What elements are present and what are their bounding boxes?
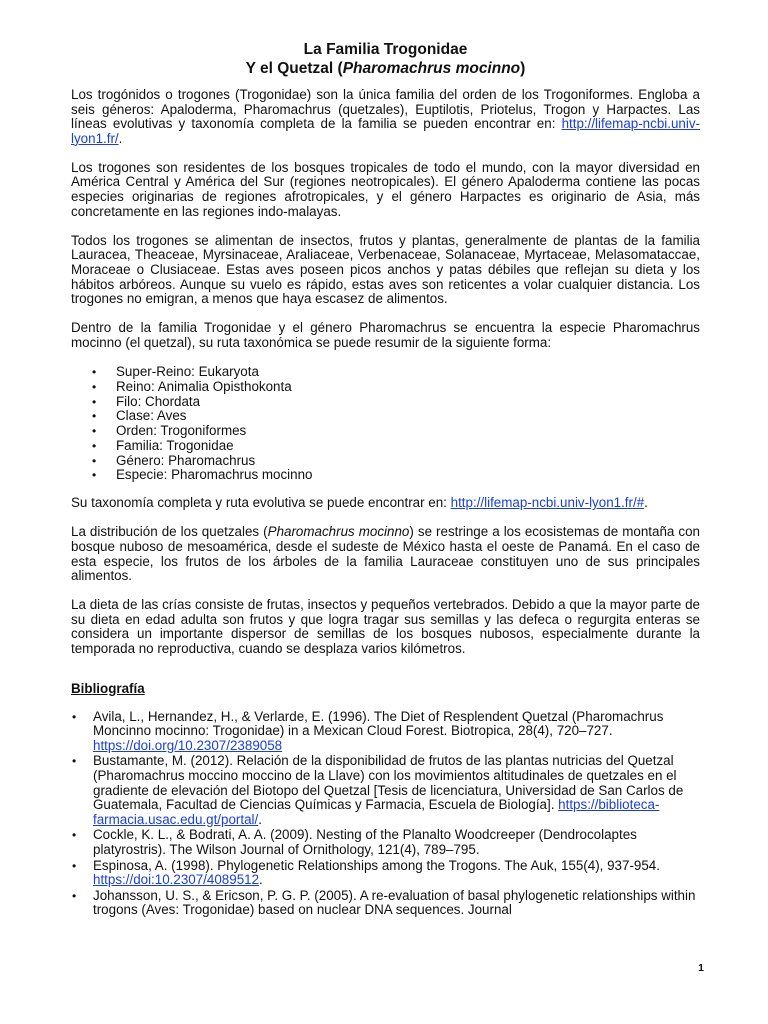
paragraph-taxonomy-intro: Dentro de la familia Trogonidae y el género Pharomachrus se encuentra la especie Pharomachrus mocinno (el quetzal), su ruta taxonómica se puede resumir de la siguiente forma:	[71, 320, 700, 350]
reference-item	[93, 710, 700, 754]
reference-doi-link[interactable]: https://doi.org/10.2307/2389058	[93, 737, 283, 753]
paragraph-taxonomy-link-end: .	[644, 495, 648, 511]
lifemap-link-1[interactable]: http://lifemap-ncbi.univ-lyon1.fr/	[71, 116, 700, 146]
reference-end: .	[259, 872, 263, 888]
title-scientific-name: Pharomachrus mocinno	[342, 60, 521, 77]
page-number: 1	[698, 962, 704, 974]
reference-text: Avila, L., Hernandez, H., & Verlarde, E. (1996). The Diet of Resplendent Quetzal (Pharomachrus Moncinno mocinno: Trogonidae) in a Mexican Cloud Forest. Biotropica, 28(4), 720–727.	[93, 708, 664, 739]
p6-scientific-name: Pharomachrus mocinno	[267, 524, 410, 540]
taxonomy-item-orden: • Orden: Trogoniformes	[116, 424, 700, 439]
reference-doi-link[interactable]: https://doi:10.2307/4089512	[93, 872, 260, 888]
paragraph-intro-text: Los trogónidos o trogones (Trogonidae) son la única familia del orden de los Trogoniformes. Engloba a seis géneros: Apaloderma, Pharomachrus (quetzales), Euptilotis, Priotelus, Trogon y Harpactes. Las líneas evolutivas y taxonomía completa de la familia se pueden encontrar en:	[71, 87, 700, 132]
reference-item	[93, 754, 700, 827]
lifemap-link-2[interactable]: http://lifemap-ncbi.univ-lyon1.fr/#	[450, 495, 645, 511]
title-line-2-prefix: Y el Quetzal (	[245, 60, 343, 77]
reference-text: Johansson, U. S., & Ericson, P. G. P. (2005). A re-evaluation of basal phylogenetic relationships within trogons (Aves: Trogonidae) based on nuclear DNA sequences. Journal	[93, 887, 696, 918]
reference-text: Espinosa, A. (1998). Phylogenetic Relationships among the Trogons. The Auk, 155(4), 937-954.	[93, 857, 660, 873]
reference-item	[93, 828, 700, 857]
reference-portal-link[interactable]: https://biblioteca-farmacia.usac.edu.gt/portal/	[93, 797, 660, 827]
paragraph-intro	[71, 88, 700, 146]
taxonomy-item-familia: • Familia: Trogonidae	[116, 439, 700, 454]
taxonomy-item-genero: • Género: Pharomachrus	[116, 454, 700, 469]
paragraph-taxonomy-link-text: Su taxonomía completa y ruta evolutiva se puede encontrar en:	[71, 495, 451, 511]
paragraph-intro-end: .	[118, 130, 123, 146]
paragraph-diet: Todos los trogones se alimentan de insectos, frutos y plantas, generalmente de plantas de la familia Lauracea, Theaceae, Myrsinaceae, Araliaceae, Verbenaceae, Solanaceae, Myrtaceae, Melasomataccae, Moraceae o Clusiaceae. Estas aves poseen picos anchos y patas débiles que reflejan su dieta y los hábitos arbóreos. Aunque su vuelo es rápido, estas aves son reticentes a volar cualquier distancia. Los trogones no emigran, a menos que haya escasez de alimentos.	[71, 232, 700, 307]
reference-item	[93, 859, 700, 888]
taxonomy-list	[71, 365, 700, 483]
p6-prefix: La distribución de los quetzales (	[71, 524, 268, 540]
taxonomy-item-clase: • Clase: Aves	[116, 409, 700, 424]
title-line-1: La Familia Trogonidae	[303, 41, 468, 58]
paragraph-taxonomy-link	[71, 496, 700, 511]
title-line-2-suffix: )	[520, 60, 526, 77]
bibliography-heading: Bibliografía	[71, 680, 145, 696]
reference-text: Bustamante, M. (2012). Relación de la disponibilidad de frutos de las plantas nutricias del Quetzal (Pharomachrus moccino moccino de la Llave) con los movimientos altitudinales de quetzales en el gradiente de elevación del Biotopo del Quetzal [Tesis de licenciatura, Universidad de San Carlos de Guatemala, Facultad de Ciencias Químicas y Farmacia, Escuela de Biología].	[93, 753, 684, 813]
paragraph-distribution: Los trogones son residentes de los bosques tropicales de todo el mundo, con la mayor diversidad en América Central y América del Sur (regiones neotropicales). El género Apaloderma contiene las pocas especies originarias de regiones afrotropicales, y el género Harpactes es originario de Asia, más concretamente en las regiones indo-malayas.	[71, 159, 700, 219]
reference-text: Cockle, K. L., & Bodrati, A. A. (2009). Nesting of the Planalto Woodcreeper (Dendrocolaptes platyrostris). The Wilson Journal of Ornithology, 121(4), 789–795.	[93, 827, 637, 857]
document-title	[71, 40, 700, 78]
taxonomy-item-superreino: • Super-Reino: Eukaryota	[116, 365, 700, 380]
paragraph-chick-diet: La dieta de las crías consiste de frutas, insectos y pequeños vertebrados. Debido a que la mayor parte de su dieta en edad adulta son frutos y que logra tragar sus semillas y las defeca o regurgita enteras se considera un importante dispersor de semillas de los bosques nubosos, especialmente durante la temporada no reproductiva, cuando se desplaza varios kilómetros.	[71, 597, 700, 657]
p6-suffix: ) se restringe a los ecosistemas de montaña con bosque nuboso de mesoamérica, desde el sudeste de México hasta el oeste de Panamá. En el caso de esta especie, los frutos de los árboles de la familia Lauraceae constituyen uno de sus principales alimentos.	[71, 524, 700, 584]
reference-end: .	[258, 811, 262, 827]
paragraph-quetzal-distribution	[71, 525, 700, 583]
bibliography-list	[71, 710, 700, 918]
taxonomy-item-filo: • Filo: Chordata	[116, 395, 700, 410]
taxonomy-item-especie: • Especie: Pharomachrus mocinno	[116, 468, 700, 483]
reference-item	[93, 889, 700, 918]
taxonomy-item-reino: • Reino: Animalia Opisthokonta	[116, 380, 700, 395]
